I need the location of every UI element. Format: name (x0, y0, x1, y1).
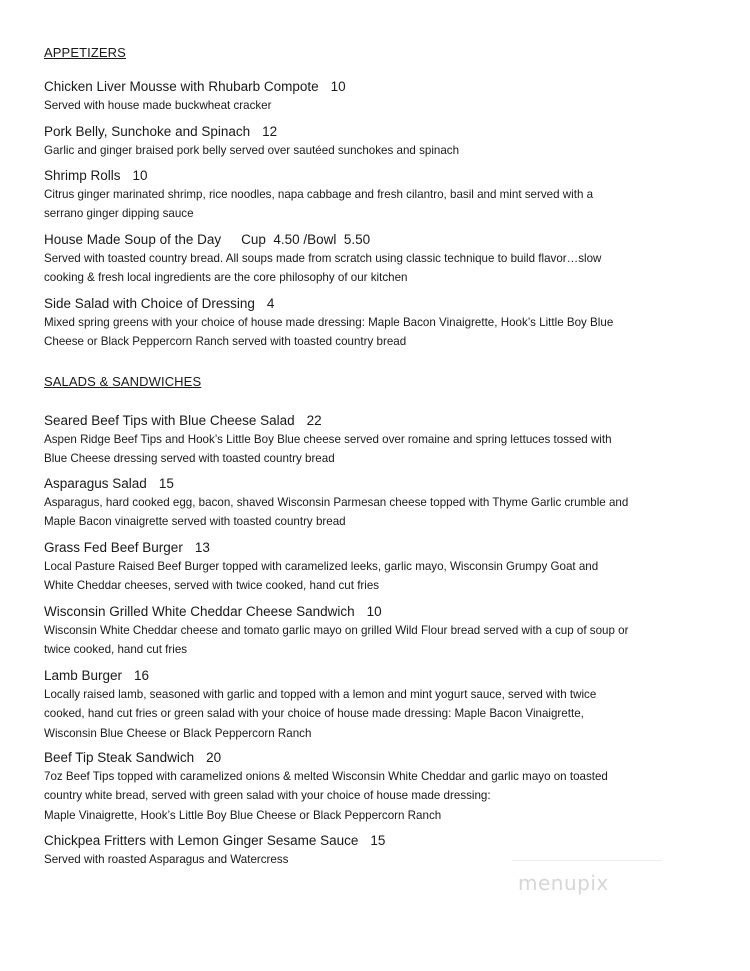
item-name: Shrimp Rolls (44, 168, 121, 183)
item-description: Wisconsin White Cheddar cheese and tomato garlic mayo on grilled Wild Flour bread served with a cup of soup or (44, 624, 629, 637)
item-price: Cup 4.50 /Bowl 5.50 (241, 232, 371, 247)
item-price: 22 (306, 413, 322, 428)
item-description: Locally raised lamb, seasoned with garlic and topped with a lemon and mint yogurt sauce, served with twice (44, 688, 597, 701)
item-name: Grass Fed Beef Burger (44, 540, 183, 555)
menu-item-asparagus-salad (44, 474, 684, 532)
section-title-appetizers: APPETIZERS (44, 45, 126, 60)
item-name: Asparagus Salad (44, 476, 147, 491)
item-description: Citrus ginger marinated shrimp, rice noodles, napa cabbage and fresh cilantro, basil and mint served with a (44, 188, 594, 201)
item-title (44, 748, 684, 767)
menu-item-grass-fed-burger (44, 538, 684, 596)
watermark-logo: menupix (518, 871, 609, 895)
item-description: Cheese or Black Peppercorn Ranch served with toasted country bread (44, 335, 407, 349)
menu-item-beef-tip-sandwich (44, 748, 684, 825)
watermark-divider (512, 860, 662, 861)
item-description: Served with house made buckwheat cracker (44, 99, 272, 112)
item-price: 15 (370, 833, 386, 848)
item-name: Lamb Burger (44, 668, 123, 683)
item-price: 20 (206, 750, 222, 765)
item-title (44, 122, 684, 141)
item-description: White Cheddar cheeses, served with twice cooked, hand cut fries (44, 579, 380, 593)
item-description: Aspen Ridge Beef Tips and Hook’s Little Boy Blue cheese served over romaine and spring lettuces tossed with (44, 433, 612, 446)
item-title (44, 602, 684, 621)
section-title-salads-sandwiches: SALADS & SANDWICHES (44, 374, 202, 389)
item-title (44, 294, 684, 313)
item-description: Local Pasture Raised Beef Burger topped with caramelized leeks, garlic mayo, Wisconsin Grumpy Goat and (44, 560, 599, 573)
item-price: 16 (134, 668, 150, 683)
item-description: Served with toasted country bread. All soups made from scratch using classic technique to build flavor…slow (44, 252, 602, 265)
item-name: House Made Soup of the Day (44, 232, 222, 247)
item-price: 12 (262, 124, 278, 139)
item-description: serrano ginger dipping sauce (44, 207, 194, 221)
item-description: Maple Bacon vinaigrette served with toasted country bread (44, 515, 346, 529)
item-name: Side Salad with Choice of Dressing (44, 296, 255, 311)
item-description: Mixed spring greens with your choice of house made dressing: Maple Bacon Vinaigrette, Hook’s Little Boy Blue (44, 316, 614, 329)
menu-item-soup-of-the-day (44, 230, 684, 288)
item-name: Seared Beef Tips with Blue Cheese Salad (44, 413, 295, 428)
item-title (44, 230, 684, 249)
item-description: cooked, hand cut fries or green salad with your choice of house made dressing: Maple Bacon Vinaigrette, (44, 707, 584, 721)
item-name: Beef Tip Steak Sandwich (44, 750, 195, 765)
item-title (44, 411, 684, 430)
item-price: 10 (132, 168, 148, 183)
item-title (44, 831, 684, 850)
menu-item-side-salad (44, 294, 684, 352)
item-title (44, 666, 684, 685)
item-description: Blue Cheese dressing served with toasted country bread (44, 452, 335, 466)
item-description: Garlic and ginger braised pork belly served over sautéed sunchokes and spinach (44, 144, 460, 157)
item-description: Wisconsin Blue Cheese or Black Peppercorn Ranch (44, 726, 312, 740)
item-name: Chicken Liver Mousse with Rhubarb Compote (44, 79, 319, 94)
menu-item-lamb-burger (44, 666, 684, 743)
item-title (44, 538, 684, 557)
menu-item-seared-beef-tips (44, 411, 684, 469)
item-name: Chickpea Fritters with Lemon Ginger Sesame Sauce (44, 833, 359, 848)
item-title (44, 474, 684, 493)
menu-item-shrimp-rolls (44, 166, 684, 224)
menu-item-grilled-cheese (44, 602, 684, 660)
item-price: 13 (194, 540, 210, 555)
item-description: cooking & fresh local ingredients are the core philosophy of our kitchen (44, 271, 408, 285)
item-name: Wisconsin Grilled White Cheddar Cheese Sandwich (44, 604, 355, 619)
menu-item-chicken-liver-mousse (44, 77, 684, 115)
item-price: 15 (158, 476, 174, 491)
item-name: Pork Belly, Sunchoke and Spinach (44, 124, 251, 139)
item-title (44, 166, 684, 185)
menu-item-pork-belly (44, 122, 684, 160)
item-description: Asparagus, hard cooked egg, bacon, shaved Wisconsin Parmesan cheese topped with Thyme Garlic crumble and (44, 496, 629, 509)
item-price: 10 (330, 79, 346, 94)
item-title (44, 77, 684, 96)
item-description: 7oz Beef Tips topped with caramelized onions & melted Wisconsin White Cheddar and garlic mayo on toasted (44, 770, 608, 783)
item-price: 4 (266, 296, 275, 311)
menu-item-chickpea-fritters (44, 831, 684, 869)
item-description: Maple Vinaigrette, Hook’s Little Boy Blue Cheese or Black Peppercorn Ranch (44, 808, 442, 822)
item-description: country white bread, served with green salad with your choice of house made dressing: (44, 789, 491, 803)
item-description: Served with roasted Asparagus and Watercress (44, 853, 289, 866)
item-price: 10 (366, 604, 382, 619)
item-description: twice cooked, hand cut fries (44, 643, 188, 657)
